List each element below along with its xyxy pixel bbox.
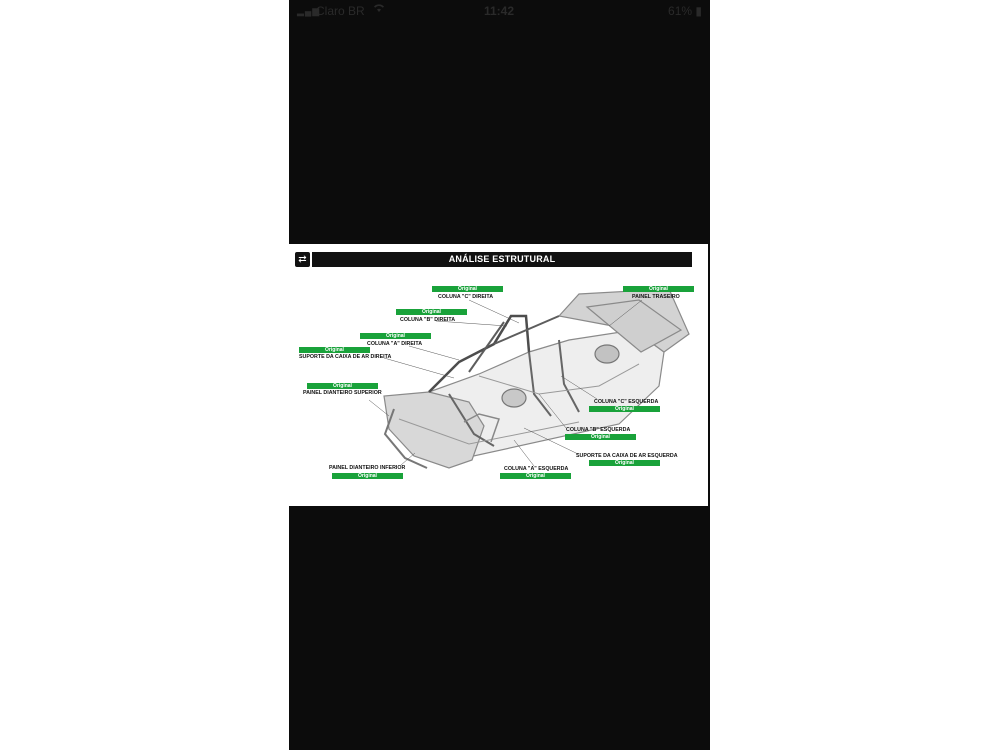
callout-label: SUPORTE DA CAIXA DE AR DIREITA: [299, 354, 392, 360]
callout-label: COLUNA "A" DIREITA: [367, 341, 423, 347]
callout-label: COLUNA "B" ESQUERDA: [566, 427, 631, 433]
callout-label: COLUNA "A" ESQUERDA: [504, 466, 569, 472]
callout-label: PAINEL DIANTEIRO SUPERIOR: [303, 390, 382, 396]
callout-label: COLUNA "C" DIREITA: [438, 294, 494, 300]
original-badge: Original: [332, 473, 403, 479]
callout-label: COLUNA "C" ESQUERDA: [594, 399, 659, 405]
original-badge: Original: [500, 473, 571, 479]
document-title: ANÁLISE ESTRUTURAL: [312, 252, 692, 267]
wifi-icon: [373, 2, 385, 16]
callout-label: COLUNA "B" DIREITA: [400, 317, 456, 323]
battery-indicator: 61% ▮: [668, 4, 702, 18]
status-time: 11:42: [484, 4, 515, 18]
phone-screen: [289, 0, 710, 750]
original-badge: Original: [396, 309, 467, 315]
carrier-name: Claro BR: [316, 4, 365, 18]
swap-icon: ⇄: [295, 252, 310, 267]
signal-icon: ▂▄▆: [297, 6, 321, 16]
original-badge: Original: [432, 286, 503, 292]
original-badge: Original: [307, 383, 378, 389]
status-bar: [289, 0, 710, 22]
callout-label: SUPORTE DA CAIXA DE AR ESQUERDA: [576, 453, 678, 459]
original-badge: Original: [589, 406, 660, 412]
original-badge: Original: [623, 286, 694, 292]
original-badge: Original: [299, 347, 370, 353]
original-badge: Original: [589, 460, 660, 466]
structural-analysis-image[interactable]: [289, 244, 708, 506]
original-badge: Original: [360, 333, 431, 339]
callout-label: PAINEL DIANTEIRO INFERIOR: [329, 465, 406, 471]
original-badge: Original: [565, 434, 636, 440]
callout-label: PAINEL TRASEIRO: [632, 294, 680, 300]
